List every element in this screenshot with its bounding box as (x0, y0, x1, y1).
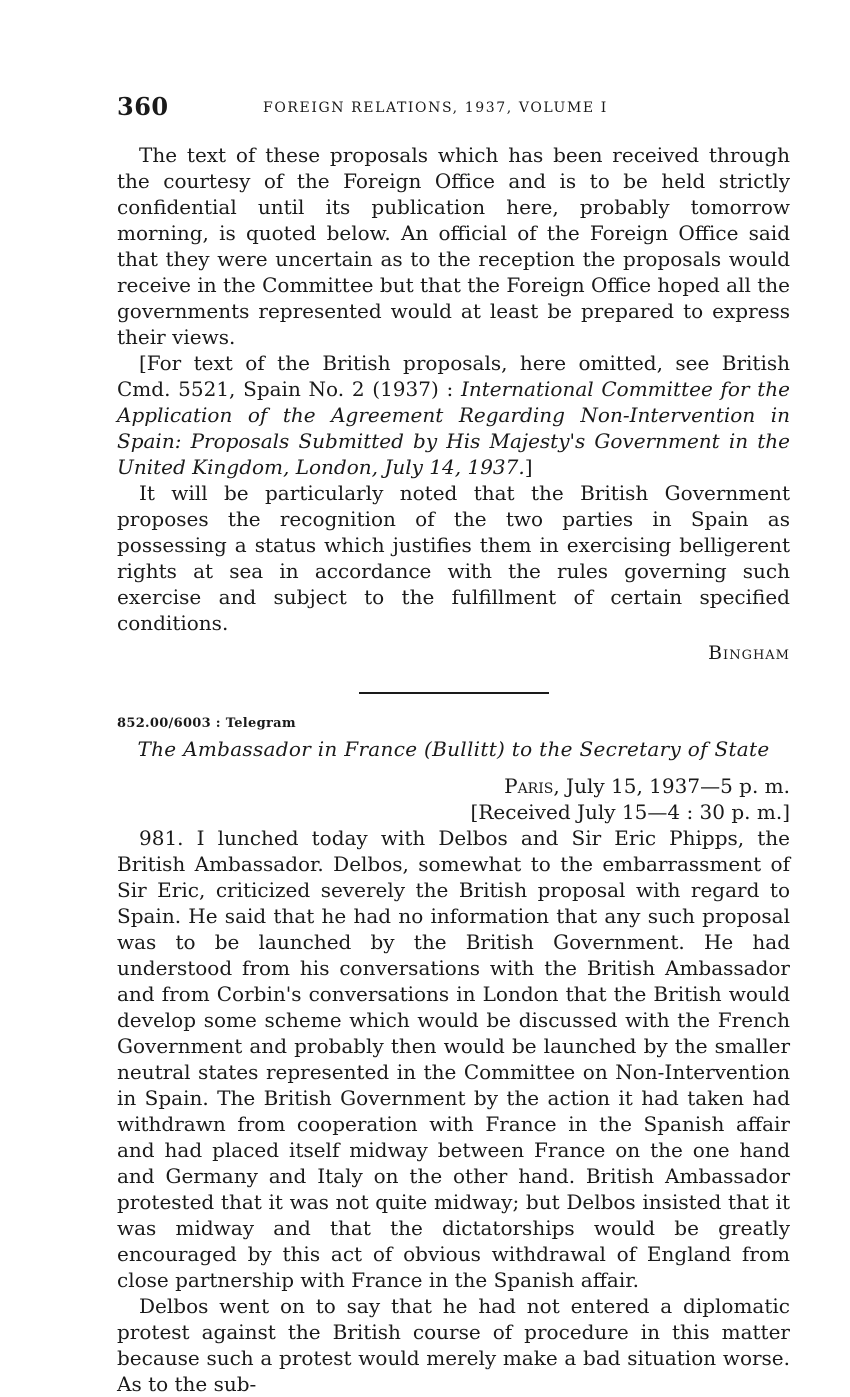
paragraph: It will be particularly noted that the British Government proposes the recognition of the two parties in Spain as possessing a status which justifies them in exercising belligerent rights at sea in accordance with the rules governing such exercise and subject to the fulfillment of certain specified conditions. (117, 481, 790, 635)
dateline-received: [Received July 15—4 : 30 p. m.] (470, 800, 790, 824)
document-title: The Ambassador in France (Bullitt) to the Secretary of State (137, 737, 770, 761)
dateline (117, 773, 790, 825)
signature: Bingham (708, 642, 790, 664)
page-header (117, 92, 790, 126)
section-divider (359, 692, 549, 694)
editorial-note-text: [For text of the British proposals, here omitted, see British Cmd. 5521, Spain No. 2 (1937) : (117, 351, 790, 401)
editorial-note (117, 350, 790, 480)
paragraph: The text of these proposals which has been received through the courtesy of the Foreign Office and is to be held strictly confidential until its publication here, probably tomorrow morning, is quoted below. An official of the Foreign Office said that they were uncertain as to the reception the proposals would receive in the Committee but that the Foreign Office hoped all the governments represented would at least be prepared to express their views. (117, 143, 790, 349)
paragraph: Delbos went on to say that he had not entered a diplomatic protest against the British course of procedure in this matter because such a protest would merely make a bad situation worse. As to the sub- (117, 1294, 790, 1396)
document-page (117, 92, 790, 1397)
dateline-date: July 15, 1937—5 p. m. (559, 774, 790, 798)
editorial-note-close: ] (524, 455, 533, 479)
dateline-place: Paris, (504, 774, 560, 798)
document-reference: 852.00/6003 : Telegram (117, 716, 296, 731)
paragraph: 981. I lunched today with Delbos and Sir Eric Phipps, the British Ambassador. Delbos, somewhat to the embarrassment of Sir Eric, criticized severely the British proposal with regard to Spain. He said that he had no information that any such proposal was to be launched by the British Government. He had understood from his conversations with the British Ambassador and from Corbin's conversations in London that the British would develop some scheme which would be discussed with the French Government and probably then would be launched by the smaller neutral states represented in the Committee on Non-Intervention in Spain. The British Government by the action it had taken had withdrawn from cooperation with France in the Spanish affair and had placed itself midway between France on the one hand and Germany and Italy on the other hand. British Ambassador protested that it was not quite midway; but Delbos insisted that it was midway and that the dictatorships would be greatly encouraged by this act of obvious withdrawal of England from close partnership with France in the Spanish affair. (117, 826, 790, 1292)
dateline-sent (117, 773, 790, 799)
page-number: 360 (117, 92, 169, 121)
running-head: FOREIGN RELATIONS, 1937, VOLUME I (263, 100, 608, 116)
editorial-note-citation: International Committee for the Application of the Agreement Regarding Non-Intervention in Spain: Proposals Submitted by His Majesty's Government in the United Kingdom, London, July 14, 1937. (117, 377, 790, 479)
